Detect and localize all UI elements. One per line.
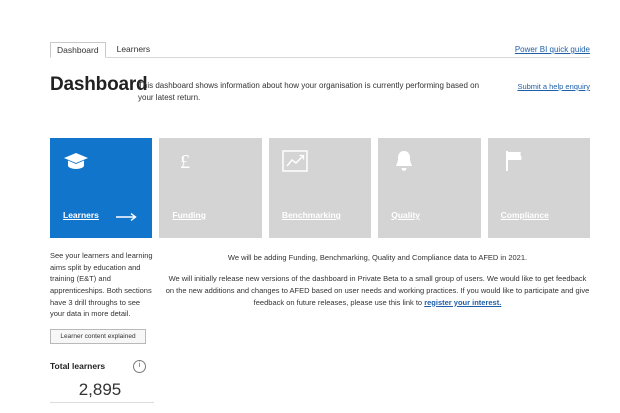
tab-dashboard[interactable]: Dashboard bbox=[50, 42, 106, 59]
roadmap-notice bbox=[165, 252, 590, 308]
navigation-card-row bbox=[50, 138, 590, 238]
card-label-learners: Learners bbox=[63, 210, 99, 220]
arrow-right-icon bbox=[116, 213, 138, 221]
learner-content-explained-button[interactable]: Learner content explained bbox=[50, 329, 146, 344]
tab-bar bbox=[50, 40, 590, 58]
card-quality[interactable] bbox=[378, 138, 480, 238]
card-benchmarking[interactable] bbox=[269, 138, 371, 238]
flag-icon bbox=[501, 148, 527, 174]
total-learners-label: Total learners bbox=[50, 361, 106, 372]
register-interest-link[interactable]: register your interest. bbox=[424, 297, 502, 307]
total-learners-header bbox=[50, 360, 146, 373]
learners-summary-panel bbox=[50, 250, 154, 403]
total-learners-block bbox=[50, 360, 154, 403]
card-label-quality: Quality bbox=[391, 210, 421, 220]
page-header bbox=[50, 74, 590, 114]
notice-body bbox=[165, 273, 590, 308]
page-title: Dashboard bbox=[50, 74, 148, 95]
notice-body-text: We will initially release new versions of the dashboard in Private Beta to a small group of users. We would like to get feedback on the new additions and changes to AFED based on user needs and working practices. If you would like to participate and give feedback on future releases, please use this link to bbox=[165, 274, 590, 307]
graduation-cap-icon bbox=[63, 148, 89, 174]
power-bi-quick-guide-link[interactable]: Power BI quick guide bbox=[514, 45, 590, 54]
tab-learners[interactable]: Learners bbox=[110, 41, 158, 58]
learners-panel-description: See your learners and learning aims split by education and training (E&T) and apprenticeships. Both sections have 3 drill throughs to see your data in more detail. bbox=[50, 251, 153, 319]
card-learners[interactable] bbox=[50, 138, 152, 238]
card-label-funding: Funding bbox=[172, 210, 206, 220]
card-label-benchmarking: Benchmarking bbox=[281, 210, 341, 220]
page-description: This dashboard shows information about how your organisation is currently performing based on your latest return. bbox=[138, 81, 480, 102]
card-compliance[interactable] bbox=[488, 138, 590, 238]
svg-text:£: £ bbox=[180, 151, 191, 173]
pound-sign-icon bbox=[172, 148, 198, 174]
card-label-compliance: Compliance bbox=[500, 210, 549, 220]
line-chart-icon bbox=[282, 148, 308, 174]
info-icon[interactable]: i bbox=[133, 360, 146, 373]
bell-icon bbox=[391, 148, 417, 174]
notice-headline: We will be adding Funding, Benchmarking, Quality and Compliance data to AFED in 2021. bbox=[227, 253, 528, 262]
submit-help-enquiry-link[interactable]: Submit a help enquiry bbox=[517, 82, 590, 91]
total-learners-value: 2,895 bbox=[78, 379, 122, 399]
card-funding[interactable] bbox=[159, 138, 261, 238]
